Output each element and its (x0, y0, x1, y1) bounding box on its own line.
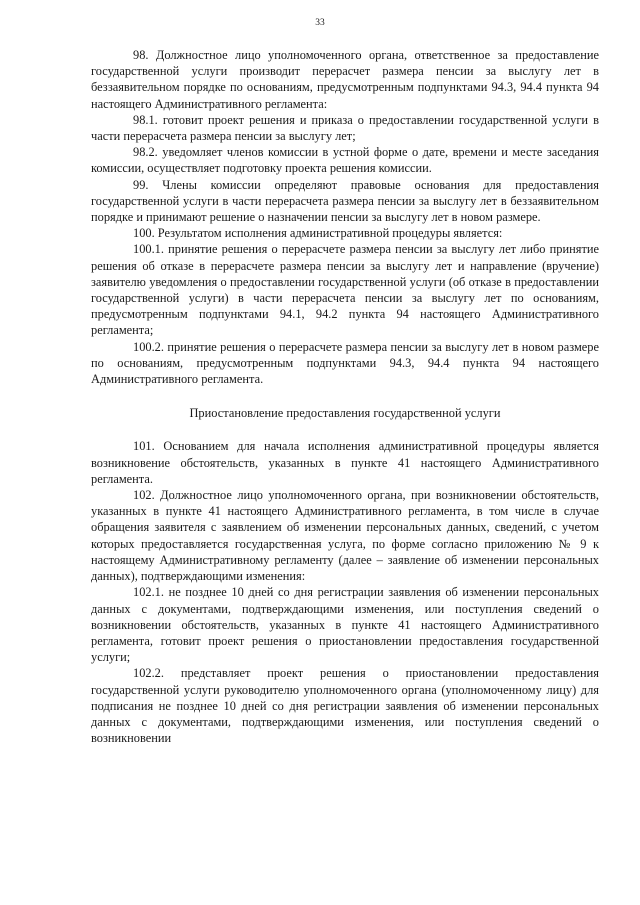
paragraph-102-1: 102.1. не позднее 10 дней со дня регистрации заявления об изменении персональных данных с документами, подтверждающими изменения, или поступления сведений о возникновении обстоятельств, указанных в пункте 41 настоящего Административного регламента, готовит проект решения о приостановлении предоставления государственной услуги; (91, 585, 599, 665)
paragraph-100-2: 100.2. принятие решения о перерасчете размера пенсии за выслугу лет в новом размере по основаниям, предусмотренным подпунктами 94.3, 94.4 пункта 94 настоящего Административного регламента. (91, 339, 599, 387)
paragraph-102-2: 102.2. представляет проект решения о приостановлении предоставления государственной услуги руководителю уполномоченного органа (уполномоченному лицу) для подписания не позднее 10 дней со дня регистрации заявления об изменении персональных данных с документами, подтверждающими изменения, или поступления сведений о возникновении (91, 666, 599, 746)
page-number: 33 (315, 18, 325, 28)
paragraph-98-2: 98.2. уведомляет членов комиссии в устной форме о дате, времени и месте заседания комиссии, осуществляет подготовку проекта решения комиссии. (91, 145, 599, 176)
paragraph-100-1: 100.1. принятие решения о перерасчете размера пенсии за выслугу лет либо принятие решения об отказе в перерасчете размера пенсии за выслугу лет и направление (вручение) заявителю уведомления о предоставлении государственной услуги (об отказе в предоставлении государственной услуги) в части перерасчета пенсии за выслугу лет по основаниям, предусмотренным подпунктами 94.1, 94.2 пункта 94 настоящего Административного регламента; (91, 242, 599, 338)
paragraph-98-1: 98.1. готовит проект решения и приказа о предоставлении государственной услуги в части перерасчета размера пенсии за выслугу лет; (91, 112, 599, 144)
paragraph-98: 98. Должностное лицо уполномоченного органа, ответственное за предоставление государственной услуги производит перерасчет размера пенсии за выслугу лет в беззаявительном порядке по основаниям, предусмотренным подпунктами 94.3, 94.4 пункта 94 настоящего Административного регламента: (91, 48, 599, 111)
document-body (91, 47, 599, 746)
section-heading: Приостановление предоставления государственной услуги (189, 406, 501, 421)
paragraph-101: 101. Основанием для начала исполнения административной процедуры является возникновение обстоятельств, указанных в пункте 41 настоящего Административного регламента. (91, 439, 599, 486)
paragraph-102: 102. Должностное лицо уполномоченного органа, при возникновении обстоятельств, указанных в пункте 41 настоящего Административного регламента, в том числе в случае обращения заявителя с заявлением об изменении персональных данных, сведений, с учетом которых предоставляется государственная услуга, по форме согласно приложению № 9 к настоящему Административному регламенту (далее – заявление об изменении персональных данных), подтверждающими изменения: (91, 488, 599, 584)
paragraph-100: 100. Результатом исполнения административной процедуры является: (133, 226, 503, 241)
paragraph-99: 99. Члены комиссии определяют правовые основания для предоставления государственной услуги в части перерасчета размера пенсии за выслугу лет в беззаявительном порядке и принимают решение о назначении пенсии за выслугу лет в новом размере. (91, 177, 599, 225)
